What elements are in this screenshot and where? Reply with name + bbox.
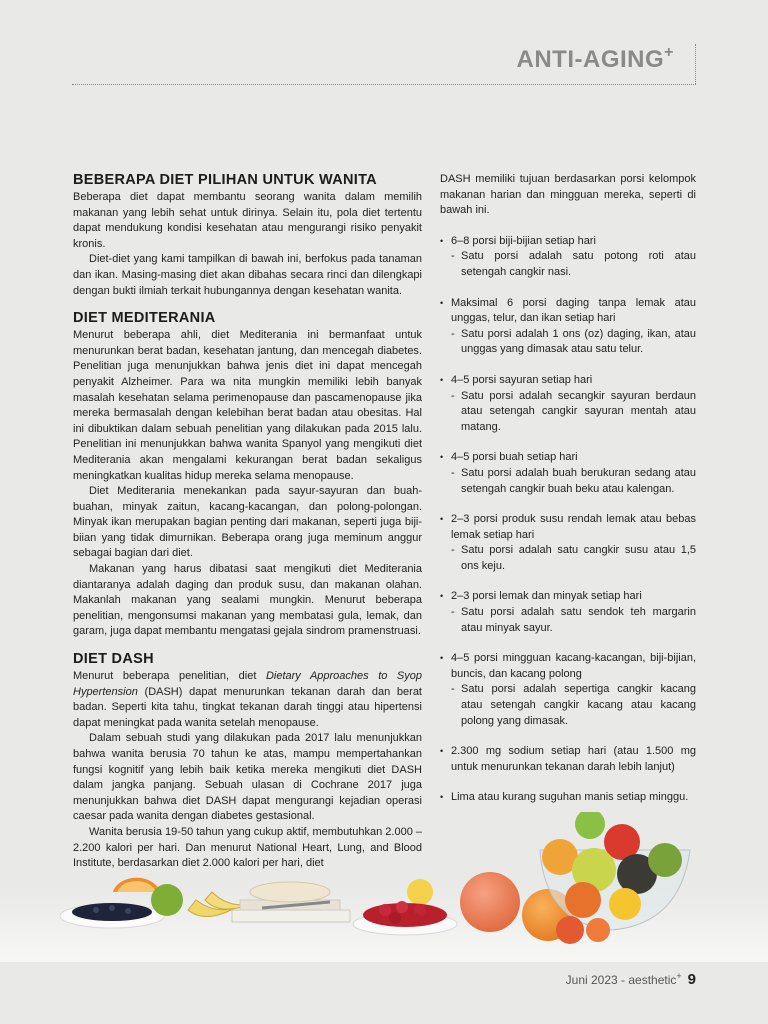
sub-list [451,249,696,280]
dash-serving-list [440,234,696,806]
list-item [440,512,696,574]
sub-list [451,543,696,574]
section-title-text: ANTI-AGING [516,46,665,73]
left-column [73,172,422,872]
list-item-text: Maksimal 6 porsi daging tanpa lemak atau unggas, telur, dan ikan setiap hari [451,296,696,325]
list-item-text: 4–5 porsi mingguan kacang-kacangan, biji-bijian, buncis, dan kacang polong [451,652,696,680]
sub-list-item: - Satu porsi adalah satu cangkir susu atau 1,5 ons keju. [451,543,696,574]
grapefruit [460,872,520,932]
paragraph: Diet-diet yang kami tampilkan di bawah ini, berfokus pada tanaman dan ikan. Masing-masing diet akan dibahas secara rinci dan dilengkapi dengan bukti ilmiah terkait hubungannya dengan kesehatan wanita. [73,253,422,297]
list-item-text: Lima atau kurang suguhan manis setiap minggu. [451,791,689,804]
sub-list [451,682,696,729]
lime [151,884,183,916]
footer-plus: + [676,971,682,981]
paragraph: Makanan yang harus dibatasi saat mengikuti diet Mediterania diantaranya adalah daging dan produk susu, dan makanan olahan. Makanlah makanan yang sealami mungkin. Menurut beberapa penelitian, mengonsumsi makanan yang membatasi gula, lemak, dan garam, juga dapat membantu mengatasi gejala sindrom pramenstruasi. [73,563,422,638]
right-column [440,172,696,806]
sub-list-item: - Satu porsi adalah satu potong roti atau setengah cangkir nasi. [451,249,696,280]
list-item [440,744,696,775]
section-title [517,46,675,74]
sub-list-item: - Satu porsi adalah sepertiga cangkir kacang atau setengah cangkir kacang atau kacang polong yang dimasak. [451,682,696,729]
sub-list [451,389,696,436]
text-run: Menurut beberapa penelitian, diet [73,670,266,683]
sub-list [451,327,696,358]
section-title-plus: + [664,44,674,61]
sub-list-item: - Satu porsi adalah satu sendok teh margarin atau minyak sayur. [451,605,696,636]
text-run-italic: Dietary Approaches to Syop Hypertension [73,670,423,698]
list-item-text: 2–3 porsi produk susu rendah lemak atau bebas lemak setiap hari [451,513,696,541]
header-divider-vertical [695,44,696,84]
footer-text: Juni 2023 - aesthetic [565,973,677,987]
list-item-text: 4–5 porsi buah setiap hari [451,451,578,464]
text-run: (DASH) dapat menurunkan tekanan darah dan berat badan. Seperti kita tahu, tingkat tekanan darah tinggi atau hipertensi dapat meningkat pada wanita setelah menopause. [73,685,422,729]
paragraph: DASH memiliki tujuan berdasarkan porsi kelompok makanan harian dan mingguan mereka, seperti di bawah ini. [440,173,696,217]
sub-list [451,466,696,497]
food-photo [0,812,768,962]
list-item [440,234,696,281]
list-item-text: 2.300 mg sodium setiap hari (atau 1.500 mg untuk menurunkan tekanan darah lebih lanjut) [451,745,696,773]
page-footer [566,971,696,988]
sub-list-item: - Satu porsi adalah buah berukuran sedang atau setengah cangkir buah beku atau kalengan. [451,466,696,497]
list-item [440,373,696,435]
list-item-text: 2–3 porsi lemak dan minyak setiap hari [451,590,642,603]
sub-list [451,605,696,636]
paragraph: Beberapa diet dapat membantu seorang wanita dalam memilih makanan yang lebih sehat untuk dirinya. Selain itu, pola diet tertentu dapat mendukung kondisi kesehatan atau mengurangi risiko penyakit kronis. [73,191,422,250]
paragraph: Menurut beberapa ahli, diet Mediterania ini bermanfaat untuk menurunkan berat badan, kesehatan jantung, dan mencegah diabetes. Penelitian juga menunjukkan bahwa jenis diet ini dapat mencegah penyakit Alzheimer. Para wa nita mungkin memiliki lebih banyak masalah kesehatan selama perimenopause dan pascamenopause jika mereka bermasalah dengan kelebihan berat badan atau obesitas. Hal ini dibuktikan dalam sebuah penelitian yang dilakukan pada 2015 lalu. Penelitian ini menunjukkan bahwa wanita Spanyol yang mengikuti diet Mediterania akan mengalami kekurangan berat badan sekaligus meningkatkan kualitas hidup mereka selama menopause. [73,329,422,482]
list-item [440,296,696,358]
paragraph: Wanita berusia 19-50 tahun yang cukup aktif, membutuhkan 2.000 – 2.200 kalori per hari. Dan menurut National Heart, Lung, and Blood Institute, berdasarkan diet 2.000 kalori per hari, diet [73,825,422,870]
list-item-text: 4–5 porsi sayuran setiap hari [451,373,593,386]
page-header [72,40,696,86]
list-item-text: 6–8 porsi biji-bijian setiap hari [451,234,596,247]
paragraph: Dalam sebuah studi yang dilakukan pada 2017 lalu menunjukkan bahwa wanita berusia 70 tahun ke atas, mampu mempertahankan fungsi kognitif yang lebih baik ketika mereka mengikuti diet DASH dalam jangka panjang. Sebuah ulasan di Cochrane 2017 juga menunjukkan bahwa diet DASH dapat mengurangi kejadian operasi caesar pada wanita dengan diabetes gestasional. [73,732,422,823]
list-item [440,651,696,729]
heading-diet-pilihan: BEBERAPA DIET PILIHAN UNTUK WANITA [73,172,377,188]
paragraph: Diet Mediterania menekankan pada sayur-sayuran dan buah-buahan, minyak zaitun, kacang-kacangan, dan polong-polongan. Minyak ikan merupakan bagian penting dari makanan, seperti juga biji-biian yang tidak dimurnikan. Beberapa orang juga meminum anggur sebagai bagian dari diet. [73,485,422,560]
heading-diet-dash: DIET DASH [73,651,154,668]
page-number: 9 [687,971,696,988]
list-item [440,589,696,636]
sub-list-item: - Satu porsi adalah secangkir sayuran berdaun atau setengah cangkir sayuran mentah atau matang. [451,389,696,436]
list-item [440,790,696,806]
heading-diet-mediterania: DIET MEDITERANIA [73,310,216,327]
header-divider-horizontal [72,84,696,85]
paragraph [73,669,422,731]
list-item [440,450,696,497]
sub-list-item: - Satu porsi adalah 1 ons (oz) daging, ikan, atau unggas yang dimasak atau satu telur. [451,327,696,358]
lemon [407,879,433,905]
orange-half [113,878,160,892]
